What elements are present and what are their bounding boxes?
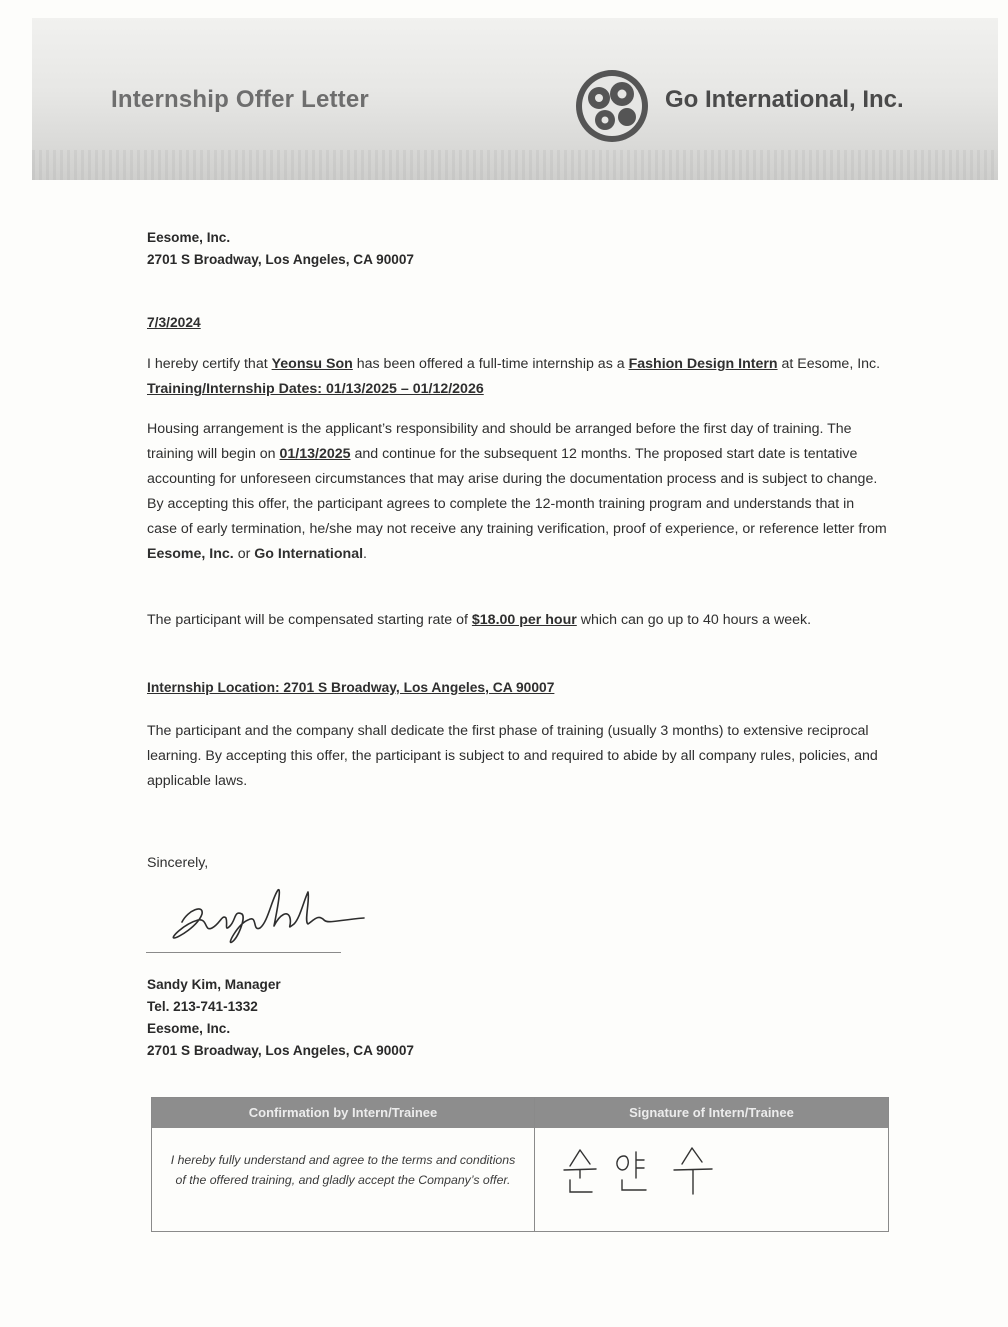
signatory-tel: Tel. 213-741-1332 — [147, 999, 258, 1014]
recipient-address: 2701 S Broadway, Los Angeles, CA 90007 — [147, 252, 414, 267]
company-logo-icon — [572, 68, 652, 144]
recipient-name: Eesome, Inc. — [147, 230, 231, 245]
intern-name: Yeonsu Son — [271, 356, 353, 372]
internship-location: Internship Location: 2701 S Broadway, Los Angeles, CA 90007 — [147, 680, 555, 695]
signatory-company: Eesome, Inc. — [147, 1021, 231, 1036]
paragraph-certification — [147, 352, 887, 402]
signatory-block — [147, 974, 887, 1062]
paragraph-compensation — [147, 608, 887, 633]
document-title: Internship Offer Letter — [111, 86, 369, 113]
confirmation-header: Confirmation by Intern/Trainee — [152, 1098, 534, 1128]
org-go-international: Go International — [254, 546, 364, 562]
letter-date: 7/3/2024 — [147, 315, 201, 330]
p2-text-1: Housing arrangement is the applicant’s responsibility and should be arranged before the first day of training. The training will begin on — [147, 421, 852, 462]
intern-signature — [556, 1142, 756, 1202]
closing: Sincerely, — [147, 855, 209, 871]
p2-text-3: or — [233, 546, 255, 562]
paragraph-learning: The participant and the company shall dedicate the first phase of training (usually 3 months) to extensive reciprocal learning. By accepting this offer, the participant is subject to and required to abide by all company rules, policies, and applicable laws. — [147, 723, 878, 789]
p1-text-3: at Eesome, Inc. — [777, 356, 881, 372]
p2-text-4: . — [363, 546, 367, 562]
start-date: 01/13/2025 — [279, 446, 351, 462]
p2-text-2: and continue for the subsequent 12 months. The proposed start date is tentative accounting for unforeseen circumstances that may arise during the documentation process and is subject to change. By accepting this offer, the participant agrees to complete the 12-month training program and understands that in case of early termination, he/she may not receive any training verification, proof of experience, or reference letter from — [147, 446, 887, 537]
p3-text-2: which can go up to 40 hours a week. — [576, 612, 812, 628]
company-name: Go International, Inc. — [665, 86, 904, 113]
manager-signature — [168, 880, 378, 950]
signature-line — [146, 952, 341, 953]
p1-text-1: I hereby certify that — [147, 356, 272, 372]
p3-text-1: The participant will be compensated starting rate of — [147, 612, 472, 628]
position-title: Fashion Design Intern — [628, 356, 778, 372]
signature-header: Signature of Intern/Trainee — [535, 1098, 888, 1128]
recipient-block — [147, 227, 887, 271]
org-eesome: Eesome, Inc. — [147, 546, 234, 562]
confirmation-statement: I hereby fully understand and agree to the terms and conditions of the offered training, and gladly accept the Company’s offer. — [170, 1153, 516, 1187]
table-divider — [534, 1098, 535, 1231]
signatory-name: Sandy Kim, Manager — [147, 977, 281, 992]
paragraph-housing — [147, 417, 887, 567]
signatory-address: 2701 S Broadway, Los Angeles, CA 90007 — [147, 1043, 414, 1058]
hourly-rate: $18.00 per hour — [471, 612, 577, 628]
confirmation-table — [151, 1097, 889, 1232]
p1-text-2: has been offered a full-time internship as a — [352, 356, 629, 372]
internship-dates: Training/Internship Dates: 01/13/2025 – 01/12/2026 — [147, 381, 484, 397]
